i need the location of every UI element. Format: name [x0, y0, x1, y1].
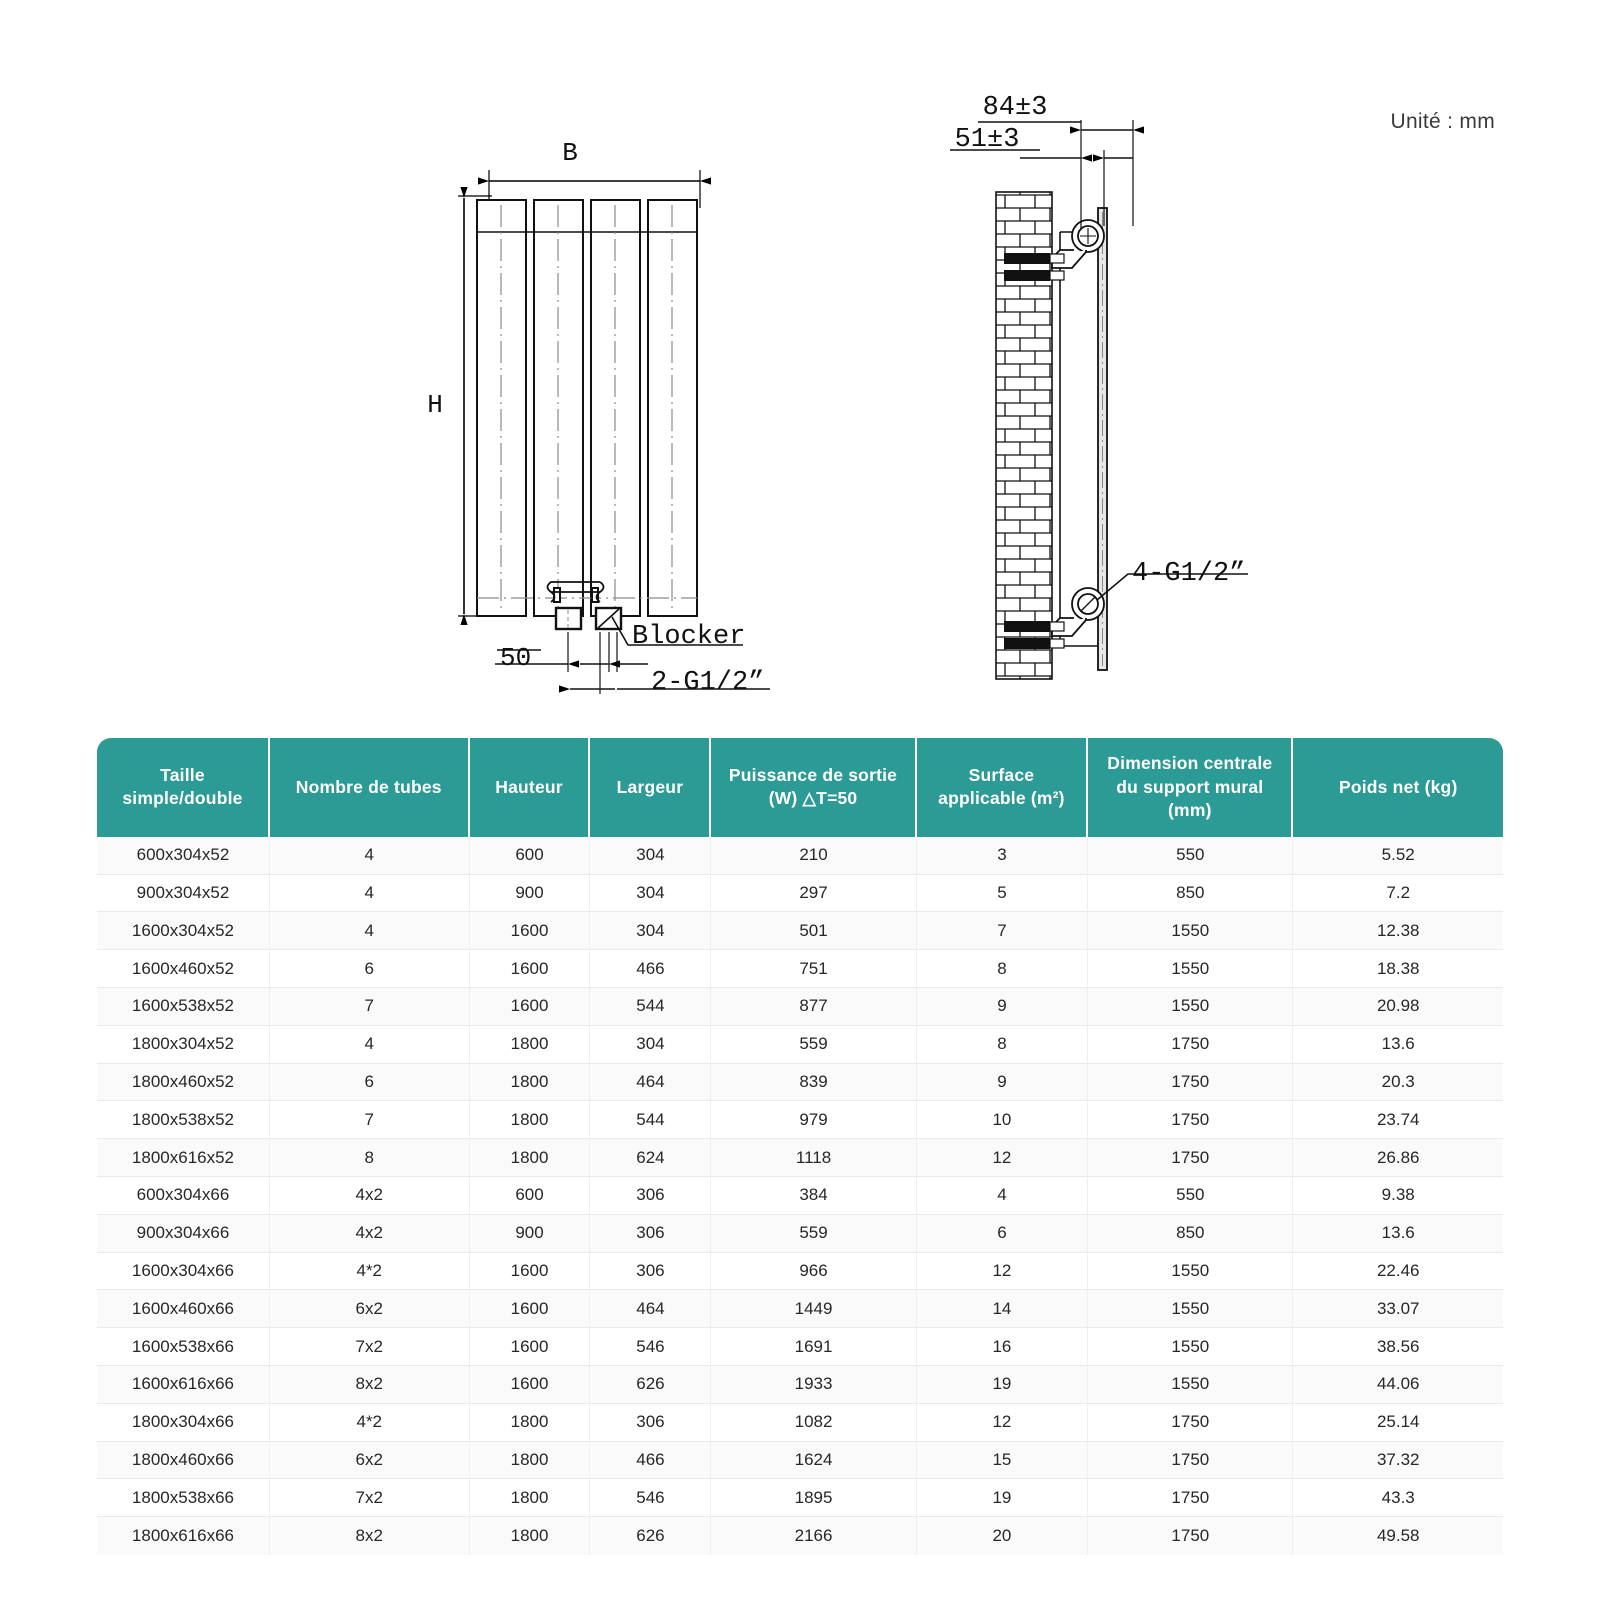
cell-puissance: 559	[711, 1215, 916, 1253]
cell-poids: 43.3	[1293, 1479, 1503, 1517]
cell-tubes: 7x2	[270, 1479, 470, 1517]
cell-taille: 1600x304x52	[97, 912, 270, 950]
spec-table	[97, 738, 1503, 1555]
cell-poids: 38.56	[1293, 1328, 1503, 1366]
cell-puissance: 979	[711, 1101, 916, 1139]
col-header-taille-line1: Taille	[160, 764, 205, 785]
col-header-support-line2: du support mural (mm)	[1116, 776, 1264, 821]
col-header-taille	[97, 738, 270, 837]
table-row	[97, 1215, 1503, 1253]
cell-tubes: 4*2	[270, 1404, 470, 1442]
cell-tubes: 7x2	[270, 1328, 470, 1366]
cell-surface: 10	[917, 1101, 1089, 1139]
cell-puissance: 1449	[711, 1290, 916, 1328]
table-row	[97, 1404, 1503, 1442]
spec-table-container	[97, 738, 1503, 1555]
cell-largeur: 546	[590, 1479, 711, 1517]
drawing-svg	[0, 0, 1600, 730]
cell-hauteur: 1800	[470, 1026, 591, 1064]
label-blocker: Blocker	[632, 622, 746, 652]
cell-tubes: 8x2	[270, 1366, 470, 1404]
cell-support: 1550	[1088, 1253, 1293, 1291]
cell-hauteur: 1600	[470, 1328, 591, 1366]
cell-taille: 1800x304x52	[97, 1026, 270, 1064]
radiator-front-body	[477, 200, 697, 616]
col-header-tubes-label: Nombre de tubes	[295, 776, 442, 797]
col-header-surface-line2: applicable (m²)	[938, 788, 1065, 809]
table-body	[97, 837, 1503, 1555]
label-2-g12: 2-G1/2”	[651, 668, 765, 698]
col-header-puissance-line2: (W) △T=50	[768, 788, 858, 809]
cell-tubes: 8	[270, 1139, 470, 1177]
cell-hauteur: 1800	[470, 1404, 591, 1442]
col-header-surface	[917, 738, 1089, 837]
cell-tubes: 7	[270, 988, 470, 1026]
cell-hauteur: 1600	[470, 950, 591, 988]
cell-puissance: 559	[711, 1026, 916, 1064]
cell-support: 1750	[1088, 1404, 1293, 1442]
cell-poids: 22.46	[1293, 1253, 1503, 1291]
cell-hauteur: 1800	[470, 1517, 591, 1555]
cell-hauteur: 1600	[470, 1290, 591, 1328]
cell-support: 1550	[1088, 988, 1293, 1026]
label-4-g12: 4-G1/2”	[1132, 559, 1246, 589]
table-row	[97, 1328, 1503, 1366]
cell-support: 850	[1088, 875, 1293, 913]
cell-largeur: 626	[590, 1517, 711, 1555]
col-header-hauteur	[470, 738, 591, 837]
table-row	[97, 1101, 1503, 1139]
cell-tubes: 4	[270, 875, 470, 913]
side-view	[950, 93, 1248, 679]
cell-puissance: 210	[711, 837, 916, 875]
cell-poids: 18.38	[1293, 950, 1503, 988]
table-row	[97, 1366, 1503, 1404]
front-view	[427, 138, 770, 698]
cell-largeur: 544	[590, 988, 711, 1026]
cell-tubes: 4	[270, 912, 470, 950]
cell-largeur: 464	[590, 1290, 711, 1328]
cell-largeur: 626	[590, 1366, 711, 1404]
cell-largeur: 306	[590, 1404, 711, 1442]
cell-hauteur: 1800	[470, 1479, 591, 1517]
header-row	[97, 738, 1503, 837]
cell-surface: 7	[917, 912, 1089, 950]
cell-support: 1750	[1088, 1101, 1293, 1139]
table-row	[97, 837, 1503, 875]
cell-taille: 1800x460x66	[97, 1442, 270, 1480]
cell-support: 1550	[1088, 950, 1293, 988]
cell-tubes: 4x2	[270, 1177, 470, 1215]
table-row	[97, 1177, 1503, 1215]
cell-support: 1750	[1088, 1064, 1293, 1102]
cell-largeur: 304	[590, 875, 711, 913]
cell-poids: 44.06	[1293, 1366, 1503, 1404]
table-header	[97, 738, 1503, 837]
cell-surface: 9	[917, 1064, 1089, 1102]
table-row	[97, 1479, 1503, 1517]
cell-poids: 13.6	[1293, 1026, 1503, 1064]
cell-hauteur: 1800	[470, 1139, 591, 1177]
table-row	[97, 1290, 1503, 1328]
table-row	[97, 1442, 1503, 1480]
cell-hauteur: 1600	[470, 1366, 591, 1404]
table-row	[97, 1517, 1503, 1555]
cell-tubes: 6	[270, 950, 470, 988]
cell-largeur: 306	[590, 1215, 711, 1253]
cell-surface: 4	[917, 1177, 1089, 1215]
cell-largeur: 306	[590, 1177, 711, 1215]
cell-support: 1750	[1088, 1517, 1293, 1555]
cell-largeur: 304	[590, 912, 711, 950]
cell-hauteur: 900	[470, 1215, 591, 1253]
cell-poids: 20.98	[1293, 988, 1503, 1026]
col-header-puissance	[711, 738, 916, 837]
cell-surface: 20	[917, 1517, 1089, 1555]
cell-poids: 20.3	[1293, 1064, 1503, 1102]
cell-support: 550	[1088, 1177, 1293, 1215]
col-header-puissance-line1: Puissance de sortie	[728, 764, 898, 785]
cell-poids: 25.14	[1293, 1404, 1503, 1442]
cell-hauteur: 600	[470, 837, 591, 875]
cell-poids: 12.38	[1293, 912, 1503, 950]
cell-taille: 600x304x52	[97, 837, 270, 875]
cell-hauteur: 1800	[470, 1101, 591, 1139]
table-row	[97, 875, 1503, 913]
cell-tubes: 6x2	[270, 1442, 470, 1480]
table-row	[97, 950, 1503, 988]
cell-tubes: 4	[270, 1026, 470, 1064]
cell-surface: 15	[917, 1442, 1089, 1480]
cell-tubes: 4x2	[270, 1215, 470, 1253]
label-50: 50	[500, 643, 532, 673]
unit-note: Unité : mm	[1390, 110, 1495, 133]
cell-poids: 5.52	[1293, 837, 1503, 875]
cell-surface: 5	[917, 875, 1089, 913]
cell-taille: 1600x304x66	[97, 1253, 270, 1291]
cell-poids: 37.32	[1293, 1442, 1503, 1480]
cell-puissance: 839	[711, 1064, 916, 1102]
col-header-poids	[1293, 738, 1503, 837]
cell-puissance: 877	[711, 988, 916, 1026]
label-b: B	[562, 138, 578, 168]
cell-surface: 12	[917, 1139, 1089, 1177]
label-h: H	[427, 390, 443, 420]
cell-puissance: 1624	[711, 1442, 916, 1480]
cell-taille: 900x304x52	[97, 875, 270, 913]
cell-taille: 1600x538x66	[97, 1328, 270, 1366]
col-header-surface-line1: Surface	[968, 764, 1035, 785]
cell-largeur: 464	[590, 1064, 711, 1102]
col-header-hauteur-label: Hauteur	[495, 776, 563, 797]
cell-surface: 19	[917, 1479, 1089, 1517]
cell-hauteur: 900	[470, 875, 591, 913]
cell-hauteur: 1600	[470, 988, 591, 1026]
cell-poids: 33.07	[1293, 1290, 1503, 1328]
cell-support: 1750	[1088, 1139, 1293, 1177]
col-header-support	[1088, 738, 1293, 837]
table-row	[97, 912, 1503, 950]
cell-puissance: 384	[711, 1177, 916, 1215]
outlet-nipples	[556, 608, 621, 629]
cell-hauteur: 1600	[470, 912, 591, 950]
col-header-poids-label: Poids net (kg)	[1338, 776, 1458, 797]
brick-wall	[996, 192, 1052, 679]
technical-drawing	[0, 0, 1600, 730]
cell-largeur: 466	[590, 950, 711, 988]
cell-puissance: 1933	[711, 1366, 916, 1404]
cell-puissance: 1082	[711, 1404, 916, 1442]
cell-largeur: 624	[590, 1139, 711, 1177]
cell-taille: 1600x616x66	[97, 1366, 270, 1404]
cell-support: 1550	[1088, 1290, 1293, 1328]
label-84: 84±3	[982, 93, 1048, 123]
cell-support: 1550	[1088, 1328, 1293, 1366]
cell-puissance: 751	[711, 950, 916, 988]
cell-tubes: 4	[270, 837, 470, 875]
cell-support: 1550	[1088, 1366, 1293, 1404]
cell-hauteur: 1800	[470, 1442, 591, 1480]
cell-support: 1750	[1088, 1442, 1293, 1480]
cell-surface: 9	[917, 988, 1089, 1026]
cell-surface: 6	[917, 1215, 1089, 1253]
cell-puissance: 966	[711, 1253, 916, 1291]
cell-surface: 8	[917, 1026, 1089, 1064]
cell-taille: 1600x538x52	[97, 988, 270, 1026]
cell-surface: 16	[917, 1328, 1089, 1366]
cell-tubes: 4*2	[270, 1253, 470, 1291]
cell-largeur: 546	[590, 1328, 711, 1366]
cell-support: 1750	[1088, 1026, 1293, 1064]
table-row	[97, 1139, 1503, 1177]
table-row	[97, 1026, 1503, 1064]
cell-surface: 19	[917, 1366, 1089, 1404]
cell-tubes: 6	[270, 1064, 470, 1102]
cell-poids: 9.38	[1293, 1177, 1503, 1215]
table-row	[97, 1253, 1503, 1291]
cell-surface: 14	[917, 1290, 1089, 1328]
cell-puissance: 1118	[711, 1139, 916, 1177]
cell-puissance: 501	[711, 912, 916, 950]
cell-taille: 1800x460x52	[97, 1064, 270, 1102]
cell-poids: 13.6	[1293, 1215, 1503, 1253]
cell-poids: 7.2	[1293, 875, 1503, 913]
cell-taille: 1800x304x66	[97, 1404, 270, 1442]
cell-taille: 1800x538x52	[97, 1101, 270, 1139]
col-header-tubes	[270, 738, 470, 837]
cell-surface: 12	[917, 1404, 1089, 1442]
cell-largeur: 544	[590, 1101, 711, 1139]
cell-tubes: 6x2	[270, 1290, 470, 1328]
cell-hauteur: 1800	[470, 1064, 591, 1102]
label-51: 51±3	[954, 125, 1020, 155]
cell-largeur: 466	[590, 1442, 711, 1480]
table-row	[97, 988, 1503, 1026]
col-header-support-line1: Dimension centrale	[1107, 753, 1273, 773]
cell-puissance: 1895	[711, 1479, 916, 1517]
cell-puissance: 2166	[711, 1517, 916, 1555]
cell-poids: 49.58	[1293, 1517, 1503, 1555]
cell-poids: 23.74	[1293, 1101, 1503, 1139]
cell-surface: 12	[917, 1253, 1089, 1291]
cell-hauteur: 1600	[470, 1253, 591, 1291]
cell-puissance: 297	[711, 875, 916, 913]
col-header-taille-line2: simple/double	[122, 788, 243, 809]
cell-surface: 8	[917, 950, 1089, 988]
cell-poids: 26.86	[1293, 1139, 1503, 1177]
cell-hauteur: 600	[470, 1177, 591, 1215]
cell-support: 1750	[1088, 1479, 1293, 1517]
cell-largeur: 306	[590, 1253, 711, 1291]
cell-largeur: 304	[590, 837, 711, 875]
col-header-largeur-label: Largeur	[616, 776, 684, 797]
col-header-largeur	[590, 738, 711, 837]
cell-taille: 1800x538x66	[97, 1479, 270, 1517]
cell-surface: 3	[917, 837, 1089, 875]
cell-taille: 1600x460x52	[97, 950, 270, 988]
cell-taille: 1800x616x52	[97, 1139, 270, 1177]
table-row	[97, 1064, 1503, 1102]
cell-tubes: 8x2	[270, 1517, 470, 1555]
cell-tubes: 7	[270, 1101, 470, 1139]
cell-taille: 1600x460x66	[97, 1290, 270, 1328]
cell-support: 550	[1088, 837, 1293, 875]
cell-support: 850	[1088, 1215, 1293, 1253]
cell-puissance: 1691	[711, 1328, 916, 1366]
cell-taille: 600x304x66	[97, 1177, 270, 1215]
cell-taille: 1800x616x66	[97, 1517, 270, 1555]
cell-taille: 900x304x66	[97, 1215, 270, 1253]
cell-support: 1550	[1088, 912, 1293, 950]
cell-largeur: 304	[590, 1026, 711, 1064]
